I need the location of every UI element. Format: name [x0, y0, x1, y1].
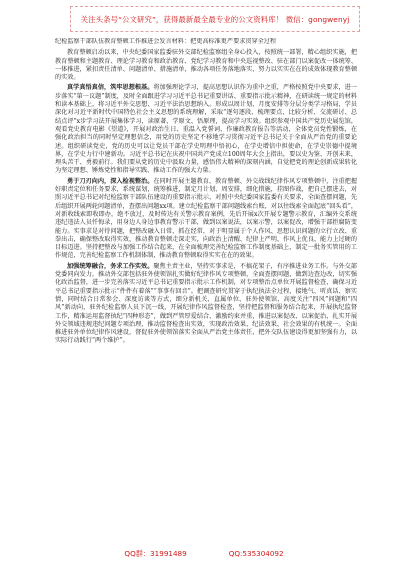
qq-number: QQ:535304092 — [228, 549, 284, 558]
paragraph-text: 聚焦主责主业，坚持实事求是，不搞花架子，有序推进业务工作。与外交部党委同向发力，推动外交部包括驻外使领馆扎实做好纪律作风专项整顿，全面查摆问题，做到边查边改，切实强化政治监督，进一步完善落实习近平总书记重要指示批示工作机制，对专项整治点单位开展监督检查，确保习近平总书记重要指示批示“件件有着落”“事事有回音”。把调查研究贯穿于执纪执法全过程，接地气、听真话、察实情，同时结合日常参会、深度访谈等方式，细分新机关、直属单位、驻外使领馆，高度关注“四风”问题和“四风”新动向，驻外纪检监察人员下沉一线，开展纪律作风监督检查，坚持把监督和服务结合起来，开展执纪监督工作，精准运用监督执纪“四种形态”，做到严管厚爱结合、激励约束并重，推进以案促改、以案促治，扎实开展外交领域违规违纪问题专项治理，推动监督检查出实效，实现政治效果、纪法效果、社会效果的有机统一。全面推进驻外单位纪律作风建设，督促驻外使领馆落实全面从严治党主体责任，把外交队伍建设得更加坚强有力，以实际行动践行“两个维护”。 — [55, 262, 357, 345]
paragraph-text: 教育整顿启动以来，中央纪委国家监委驻外交部纪检监察组全身心投入，按照统一部署，精心组织实施，把教育整顿和主题教育、理论学习教育和政治教育、党纪学习教育和中央巡视整改、驻在部门以案促改一体统筹、一体推进，紧扣责任清单、问题清单、措施清单，推动各项任务落地落实，努力以实实在在的成效体现教育整顿的实效。 — [55, 49, 357, 82]
paragraph-heading: 勇于刀刃向内，深入检视整治。 — [67, 177, 154, 185]
paragraph-text: 将加强理论学习，提高思想认识作为重中之重，严格按照党中央要求，进一步落实“第一议题”制度，及时全面跟进学习习近平总书记重要讲话、重要指示批示精神，在研读统一规定的材料和读本基础上，将习近平外交思想、习近平法治思想纳入。形成以周计划、月度安排等分层分类学习格局，学员深化对习近平新时代中国特色社会主义思想的系统理解，采取“逐句逐段、梳理要点、比较分析、交流研讨、总结点评”x步学习法开展集体学习，读原著、学原文、悟原理，提高学习实效。组织参观中国共产党历史展览馆，观看党史教育电影《望道》，开展对政治生日、重温入党誓词、作廉政教育报告等活动，全体党员党性锻炼，在强化政治担当的同时坚定理想信念，用党的历史坚定不移地学习贯彻习近平总书记关于全面从严治党的重要论述。组织研读党史，党的历史可以让党员干部在学史明理中悟初心，在学史增信中担使命，在学史崇德中提境界，在学史力行中建新功。习近平总书记在庆祝中国共产党成立100周年大会上指出，要以史为鉴、开创未来，埋头苦干、勇毅前行。我们要从党的历史中汲取力量，感悟伟大精神的深刻内涵，自觉把党的理论创新成果转化为坚定理想、锤炼党性和指导实践、推动工作的强大力量。 — [55, 84, 357, 175]
document-title: 纪检监察干部队伍教育整顿工作推进会发言材料：把更高标准更严要求贯穿全过程 — [55, 38, 277, 45]
paragraph-heading: 加强统筹融合，务求工作实效。 — [67, 262, 154, 270]
qq-group-number: QQ群：31991489 — [124, 549, 187, 558]
paragraph-text: 在同时开展主题教育、教育整顿、外交战线纪律作风专项整顿中，注重把握好职责定位和任务要求，系统谋划，统筹推进，制定月计划、周安排，细化措施，挂图作战，把自己摆进去，对照习近平总书记对纪检监察干部队伍建设的重要指示批示，对照中央纪委国家监委有关要求，全面查摆问题，先后组织开展两轮问题清单，查摆出问题xx项。建立纪检监察干部问题线索台账，对以往线索全面起底“回头看”，对新收线索即收即办，绝不放过，及时传达有关警示教育案例，先后开展x次开展专题警示教育，汇编外交系统违纪违法人员忏悔录，用身边人身边事教育警示干部，做到以案说法，以案示警，以案促改，增强干部拒腐防变能力。实事求是对待问题，把整改融入日常、抓在经常，对于明显属于个人作风、思想认识问题的立行立改、重拳出击，确保整改取得实效，推动教育整顿走深走实，向政治上清醒、纪律上严明、作风上优良、能力上过硬的目标迈进。坚持把整改与加强工作结合起来，在全面梳理完善纪检监察工作制度基础上，制定一批务实管用的工作规范，完善纪检监察工作机制体制，推动教育整顿取得实实在在的效果。 — [55, 177, 357, 260]
paragraph — [55, 84, 357, 175]
paragraph — [55, 49, 357, 82]
paragraph — [55, 263, 357, 346]
contact-footer — [0, 549, 408, 563]
promo-banner — [70, 6, 360, 32]
document-body — [55, 38, 357, 536]
paragraph — [55, 178, 357, 261]
promo-banner-text: 关注头条号“公文研究”，获得最新最全最专业的公文资料库！ 微信：gongwenyj — [80, 14, 350, 24]
paragraph-heading: 真学真悟真信，筑牢思想根基。 — [67, 84, 154, 92]
